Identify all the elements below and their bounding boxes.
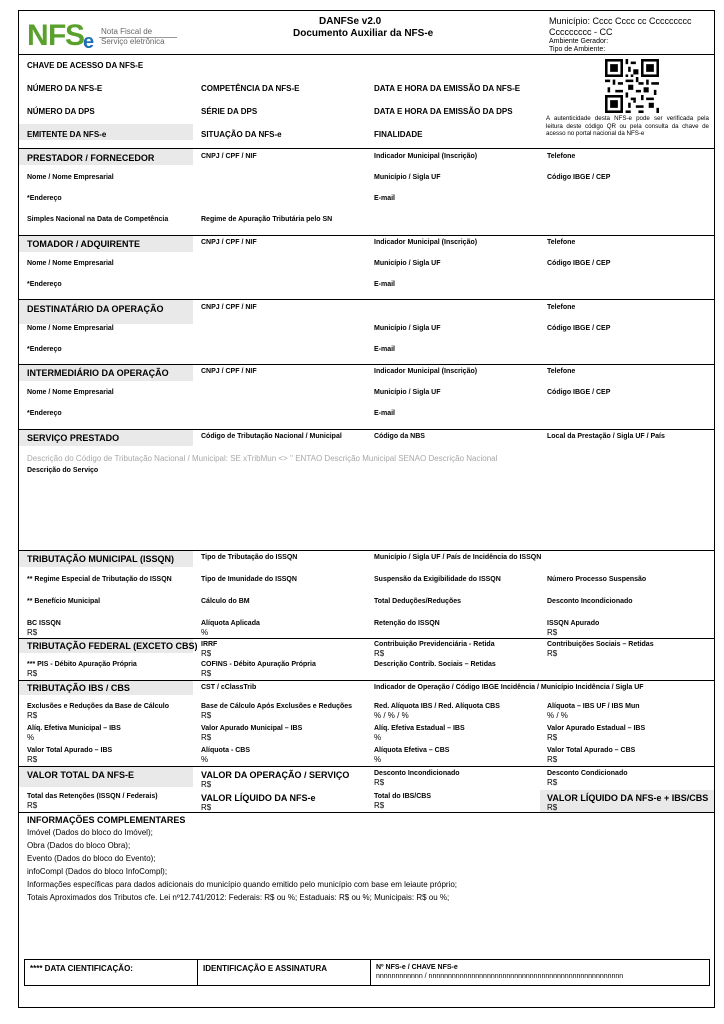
data-cientificacao: **** DATA CIENTIFICAÇÃO: [30,964,133,973]
valor-total-cbs-label: Valor Total Apurado – CBS [547,747,636,754]
tomador-inscricao: Indicador Municipal (Inscrição) [374,239,478,246]
aliq-mun-label: Alíq. Efetiva Municipal – IBS [27,725,121,732]
municipio-incidencia: Município / Sigla UF / País de Incidência do ISSQN [374,554,542,561]
valor-total-cbs-value: R$ [547,755,558,764]
indicador-operacao: Indicador de Operação / Código IBGE Incidência / Município Incidência / Sigla UF [374,684,644,691]
info-line: Informações específicas para dados adicionais do município quando emitido pelo município com base em leiaute próprio; [27,880,458,889]
intermediario-title: INTERMEDIÁRIO DA OPERAÇÃO [27,368,169,378]
chave-acesso-label: CHAVE DE ACESSO DA NFS-E [27,61,144,70]
tipo-ambiente: Tipo de Ambiente: [549,46,606,53]
contrib-sociais-label: Contribuições Sociais – Retidas [547,641,654,648]
total-ibs-cbs-label: Total do IBS/CBS [374,793,432,800]
contrib-sociais-value: R$ [547,649,558,658]
contrib-prev-value: R$ [374,649,385,658]
aliquota-aplicada: Alíquota Aplicada [201,620,260,627]
tomador-endereco: *Endereço [27,281,62,288]
prestador-cnpj: CNPJ / CPF / NIF [201,153,257,160]
intermediario-endereco: *Endereço [27,410,62,417]
finalidade-label: FINALIDADE [374,130,423,139]
logo-letter-e: e [83,31,95,53]
destinatario-cnpj: CNPJ / CPF / NIF [201,304,257,311]
destinatario-nome: Nome / Nome Empresarial [27,325,114,332]
destinatario-telefone: Telefone [547,304,576,311]
aliq-est-value: % [374,733,382,742]
desconto-cond-label: Desconto Condicionado [547,770,628,777]
intermediario-email: E-mail [374,410,396,417]
situacao-label: SITUAÇÃO DA NFS-e [201,130,282,139]
prestador-nome: Nome / Nome Empresarial [27,174,114,181]
logo [27,19,177,51]
base-calculo-label: Base de Cálculo Após Exclusões e Reduções [201,703,353,710]
base-calculo-value: R$ [201,711,212,720]
descricao-contrib-label: Descrição Contrib. Sociais – Retidas [374,661,496,668]
valor-mun-value: R$ [201,733,212,742]
intermediario-cnpj: CNPJ / CPF / NIF [201,368,257,375]
tomador-nome: Nome / Nome Empresarial [27,260,114,267]
prestador-municipio: Município / Sigla UF [374,174,441,181]
municipio-line2: Ccccccccc - CC [549,27,613,37]
doc-subtitle: Documento Auxiliar da NFS-e [293,28,434,39]
aliquota-cbs-value: % [201,755,209,764]
valor-est-label: Valor Apurado Estadual – IBS [547,725,646,732]
prestador-regime: Regime de Apuração Tributária pelo SN [201,216,333,223]
valor-liquido-ibs-value: R$ [547,803,558,812]
tomador-ibge: Código IBGE / CEP [547,260,611,267]
bc-issqn: BC ISSQN [27,620,61,627]
destinatario-title: DESTINATÁRIO DA OPERAÇÃO [27,304,164,314]
prestador-email: E-mail [374,195,396,202]
destinatario-ibge: Código IBGE / CEP [547,325,611,332]
prestador-inscricao: Indicador Municipal (Inscrição) [374,153,478,160]
tomador-email: E-mail [374,281,396,288]
beneficio-municipal: ** Benefício Municipal [27,598,101,605]
logo-caption-1: Nota Fiscal de [101,27,153,36]
chave-nfse-value: nnnnnnnnnnnn / nnnnnnnnnnnnnnnnnnnnnnnnnnnnnnnnnnnnnnnnnnnnnnnnnn [376,973,624,980]
data-emissao-dps-label: DATA E HORA DA EMISSÃO DA DPS [374,107,513,116]
cofins-value: R$ [201,669,212,678]
valor-total-ibs-label: Valor Total Apurado – IBS [27,747,113,754]
intermediario-inscricao: Indicador Municipal (Inscrição) [374,368,478,375]
info-title: INFORMAÇÕES COMPLEMENTARES [27,815,186,825]
info-line: Totais Aproximados dos Tributos cfe. Lei nº12.741/2012: Federais: R$ ou %; Estaduais: R$ ou %; Municipais: R$ ou %; [27,893,450,902]
emitente-label: EMITENTE DA NFS-e [27,130,107,139]
total-retencoes-value: R$ [27,801,38,810]
retencao-issqn: Retenção do ISSQN [374,620,440,627]
info-line: Evento (Dados do bloco do Evento); [27,854,156,863]
tipo-tributacao: Tipo de Tributação do ISSQN [201,554,298,561]
qr-code [605,59,659,113]
aliq-efetiva-cbs-label: Alíquota Efetiva – CBS [374,747,450,754]
prestador-simples: Simples Nacional na Data de Competência [27,216,169,223]
total-deducoes: Total Deduções/Reduções [374,598,462,605]
aliq-efetiva-cbs-value: % [374,755,382,764]
qr-explanation: A autenticidade desta NFS-e pode ser verificada pela leitura deste código QR ou pela consulta da chave de acesso no portal nacional da NFS-e [546,115,709,137]
footer-box [24,959,710,986]
regime-especial: ** Regime Especial de Tributação do ISSQN [27,576,172,583]
calculo-bm: Cálculo do BM [201,598,250,605]
municipio-line1: Município: Cccc Cccc cc Ccccccccc [549,16,692,26]
aliquota-ibs-uf-value: % / % [547,711,568,720]
intermediario-ibge: Código IBGE / CEP [547,389,611,396]
cst-label: CST / cClassTrib [201,684,257,691]
trib-municipal-title: TRIBUTAÇÃO MUNICIPAL (ISSQN) [27,554,174,564]
total-ibs-cbs-value: R$ [374,801,385,810]
identificacao-assinatura: IDENTIFICAÇÃO E ASSINATURA [203,964,327,973]
valor-liquido-ibs-label: VALOR LÍQUIDO DA NFS-e + IBS/CBS [547,793,709,803]
aliquota-ibs-uf-label: Alíquota – IBS UF / IBS Mun [547,703,640,710]
intermediario-nome: Nome / Nome Empresarial [27,389,114,396]
prestador-title: PRESTADOR / FORNECEDOR [27,153,155,163]
danfse-page [18,10,715,1008]
aliq-mun-value: % [27,733,35,742]
valor-operacao-label: VALOR DA OPERAÇÃO / SERVIÇO [201,770,350,780]
contrib-prev-label: Contribuição Previdenciária - Retida [374,641,495,648]
info-line: Obra (Dados do bloco Obra); [27,841,131,850]
issqn-apurado: ISSQN Apurado [547,620,600,627]
servico-descricao-codigo: Descrição do Código de Tributação Nacional / Municipal: SE xTribMun <> '' ENTAO Descrição Municipal SENAO Descrição Nacional [27,454,498,463]
logo-caption-2: Serviço eletrônica [101,37,165,46]
data-emissao-nfse-label: DATA E HORA DA EMISSÃO DA NFS-E [374,84,521,93]
irrf-value: R$ [201,649,212,658]
red-aliquota-value: % / % / % [374,711,409,720]
trib-federal-title: TRIBUTAÇÃO FEDERAL (EXCETO CBS) [27,641,198,651]
aliq-est-label: Alíq. Efetiva Estadual – IBS [374,725,465,732]
exclusoes-value: R$ [27,711,38,720]
competencia-label: COMPETÊNCIA DA NFS-E [201,84,300,93]
doc-title: DANFSe v2.0 [319,16,382,27]
logo-letter-f: F [48,19,66,52]
desconto-incond-label: Desconto Incondicionado [374,770,460,777]
logo-letter-s: S [65,19,85,52]
servico-codigo-nbs: Código da NBS [374,433,425,440]
desconto-cond-value: R$ [547,778,558,787]
desconto-incondicionado-mun: Desconto Incondicionado [547,598,633,605]
servico-local: Local da Prestação / Sigla UF / País [547,433,665,440]
destinatario-email: E-mail [374,346,396,353]
intermediario-telefone: Telefone [547,368,576,375]
valor-est-value: R$ [547,733,558,742]
chave-nfse-label: Nº NFS-e / CHAVE NFS-e [376,964,458,971]
destinatario-endereco: *Endereço [27,346,62,353]
info-line: infoCompl (Dados do bloco InfoCompl); [27,867,168,876]
aliquota-cbs-label: Alíquota - CBS [201,747,250,754]
processo-suspensao: Número Processo Suspensão [547,576,647,583]
servico-title: SERVIÇO PRESTADO [27,433,120,443]
servico-descricao: Descrição do Serviço [27,467,99,474]
servico-codigo-trib: Código de Tributação Nacional / Municipal [201,433,342,440]
destinatario-municipio: Município / Sigla UF [374,325,441,332]
cofins-label: COFINS - Débito Apuração Própria [201,661,316,668]
aliquota-aplicada-value: % [201,628,209,637]
prestador-ibge: Código IBGE / CEP [547,174,611,181]
valor-operacao-value: R$ [201,780,212,789]
pis-value: R$ [27,669,38,678]
trib-ibs-title: TRIBUTAÇÃO IBS / CBS [27,683,130,693]
valor-total-label: VALOR TOTAL DA NFS-E [27,770,134,780]
suspensao: Suspensão da Exigibilidade do ISSQN [374,576,501,583]
valor-mun-label: Valor Apurado Municipal – IBS [201,725,303,732]
tomador-title: TOMADOR / ADQUIRENTE [27,239,141,249]
bc-issqn-value: R$ [27,628,38,637]
numero-nfse-label: NÚMERO DA NFS-E [27,84,103,93]
prestador-telefone: Telefone [547,153,576,160]
valor-liquido-label: VALOR LÍQUIDO DA NFS-e [201,793,316,803]
numero-dps-label: NÚMERO DA DPS [27,107,95,116]
exclusoes-label: Exclusões e Reduções da Base de Cálculo [27,703,170,710]
tomador-telefone: Telefone [547,239,576,246]
tipo-imunidade: Tipo de Imunidade do ISSQN [201,576,297,583]
ambiente-gerador: Ambiente Gerador: [549,38,609,45]
irrf-label: IRRF [201,641,218,648]
issqn-apurado-value: R$ [547,628,558,637]
prestador-endereco: *Endereço [27,195,62,202]
serie-dps-label: SÉRIE DA DPS [201,107,258,116]
tomador-cnpj: CNPJ / CPF / NIF [201,239,257,246]
info-line: Imóvel (Dados do bloco do Imóvel); [27,828,153,837]
valor-total-ibs-value: R$ [27,755,38,764]
red-aliquota-label: Red. Alíquota IBS / Red. Alíquota CBS [374,703,500,710]
total-retencoes-label: Total das Retenções (ISSQN / Federais) [27,793,158,800]
logo-letter-n: N [27,19,48,52]
tomador-municipio: Município / Sigla UF [374,260,441,267]
desconto-incond-value: R$ [374,778,385,787]
pis-label: *** PIS - Débito Apuração Própria [27,661,137,668]
intermediario-municipio: Município / Sigla UF [374,389,441,396]
valor-liquido-value: R$ [201,803,212,812]
